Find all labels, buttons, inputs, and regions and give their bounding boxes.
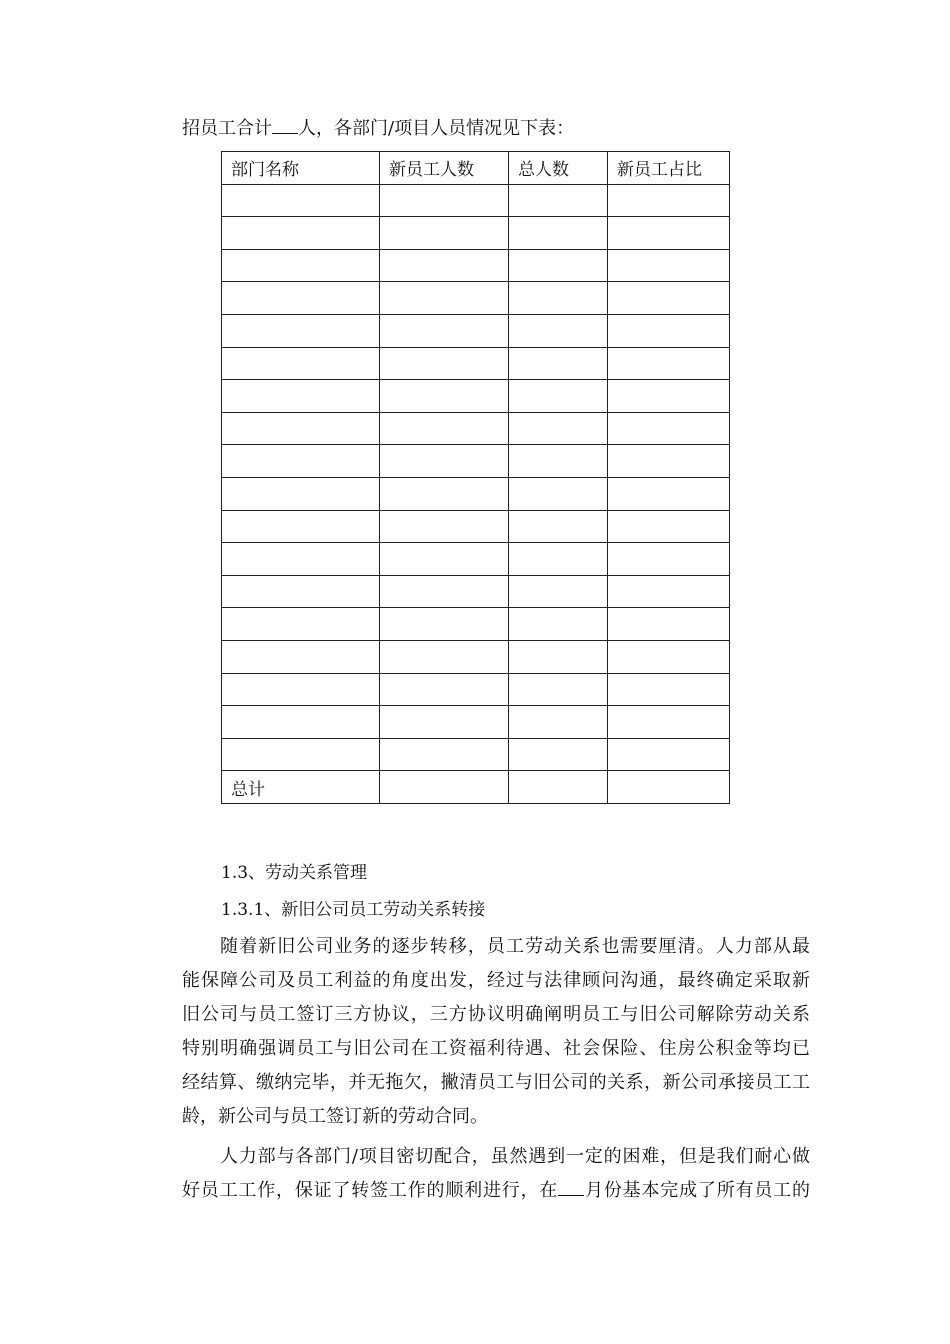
table-cell [608,510,730,543]
table-row [222,575,730,608]
table-cell [222,608,380,641]
header-new-staff-count: 新员工人数 [380,152,509,185]
table-cell [608,282,730,315]
table-cell [509,380,608,413]
header-total-count: 总人数 [509,152,608,185]
table-cell [380,249,509,282]
table-cell [222,314,380,347]
table-row [222,282,730,315]
total-ratio-cell [608,771,730,804]
table-row [222,738,730,771]
table-cell [608,706,730,739]
table-cell [509,412,608,445]
table-cell [608,412,730,445]
table-cell [380,510,509,543]
table-cell [509,608,608,641]
table-cell [509,510,608,543]
table-cell [509,249,608,282]
paragraph-cooperation [182,1140,810,1208]
table-cell [509,738,608,771]
table-header-row [222,152,730,185]
table-row [222,249,730,282]
table-cell [608,380,730,413]
paragraph-line: 能保障公司及员工利益的角度出发，经过与法律顾问沟通，最终确定采取新 [182,970,810,991]
table-row [222,510,730,543]
table-cell [222,673,380,706]
header-new-staff-ratio: 新员工占比 [608,152,730,185]
table-cell [222,412,380,445]
table-row [222,608,730,641]
table-cell [380,575,509,608]
table-cell [380,184,509,217]
table-cell [222,543,380,576]
table-intro-text [182,116,574,141]
section-heading-1-3-1: 1.3.1、新旧公司员工劳动关系转接 [221,900,486,920]
table-row [222,217,730,250]
table-cell [380,477,509,510]
paragraph-line: 特别明确强调员工与旧公司在工资福利待遇、社会保险、住房公积金等均已 [182,1038,810,1059]
department-staff-table [221,151,730,804]
table-cell [509,347,608,380]
table-cell [608,640,730,673]
table-cell [608,543,730,576]
table-cell [608,249,730,282]
table-row [222,347,730,380]
table-cell [509,575,608,608]
line-after-blank: 月份基本完成了所有员工的 [584,1180,810,1201]
table-cell [222,184,380,217]
table-cell [222,445,380,478]
table-cell [222,282,380,315]
table-total-row [222,771,730,804]
table-cell [380,543,509,576]
table-cell [380,445,509,478]
fill-in-blank [558,1178,584,1196]
table-cell [509,706,608,739]
table-cell [380,640,509,673]
table-cell [608,347,730,380]
table-cell [380,282,509,315]
paragraph-line: 旧公司与员工签订三方协议，三方协议明确阐明员工与旧公司解除劳动关系 [182,1004,810,1025]
table-cell [222,347,380,380]
total-label: 总计 [222,771,380,804]
table-cell [380,608,509,641]
table-cell [380,706,509,739]
table-row [222,412,730,445]
paragraph-line: 经结算、缴纳完毕，并无拖欠，撇清员工与旧公司的关系，新公司承接员工工 [182,1072,810,1093]
total-new-staff-cell [380,771,509,804]
table-cell [608,673,730,706]
table-cell [608,477,730,510]
table-cell [509,445,608,478]
table-cell [509,217,608,250]
table-body [222,184,730,771]
table-cell [222,575,380,608]
table-cell [509,314,608,347]
table-cell [509,282,608,315]
table-row [222,477,730,510]
table-cell [608,314,730,347]
table-cell [222,510,380,543]
table-row [222,314,730,347]
header-dept-name: 部门名称 [222,152,380,185]
paragraph-line: 龄，新公司与员工签订新的劳动合同。 [182,1106,488,1127]
table-cell [608,608,730,641]
table-cell [380,217,509,250]
fill-in-blank [272,116,298,134]
table-row [222,673,730,706]
table-cell [380,412,509,445]
table-cell [222,380,380,413]
paragraph-labor-transfer [182,930,810,1134]
table-cell [380,347,509,380]
table-cell [509,184,608,217]
table-cell [380,314,509,347]
intro-before: 招员工合计 [182,118,272,139]
line-before-blank: 好员工工作，保证了转签工作的顺利进行，在 [182,1180,559,1201]
paragraph-line [182,1174,810,1208]
table-cell [222,477,380,510]
table-cell [222,640,380,673]
table-cell [608,184,730,217]
total-count-cell [509,771,608,804]
table-row [222,184,730,217]
table-cell [380,738,509,771]
table-row [222,640,730,673]
table-cell [509,477,608,510]
table-row [222,380,730,413]
table-cell [222,217,380,250]
table-row [222,706,730,739]
table-cell [608,738,730,771]
table-cell [222,249,380,282]
table-cell [509,673,608,706]
paragraph-line: 人力部与各部门/项目密切配合，虽然遇到一定的困难，但是我们耐心做 [220,1146,810,1167]
table-row [222,445,730,478]
intro-after: 人，各部门/项目人员情况见下表： [298,118,575,139]
table-row [222,543,730,576]
section-heading-1-3: 1.3、劳动关系管理 [221,863,368,883]
table-cell [380,380,509,413]
table-cell [608,445,730,478]
table-cell [509,543,608,576]
table-cell [222,738,380,771]
table-cell [608,575,730,608]
table-cell [608,217,730,250]
table-cell [380,673,509,706]
table-cell [509,640,608,673]
table-cell [222,706,380,739]
paragraph-line: 随着新旧公司业务的逐步转移，员工劳动关系也需要厘清。人力部从最 [220,936,810,957]
